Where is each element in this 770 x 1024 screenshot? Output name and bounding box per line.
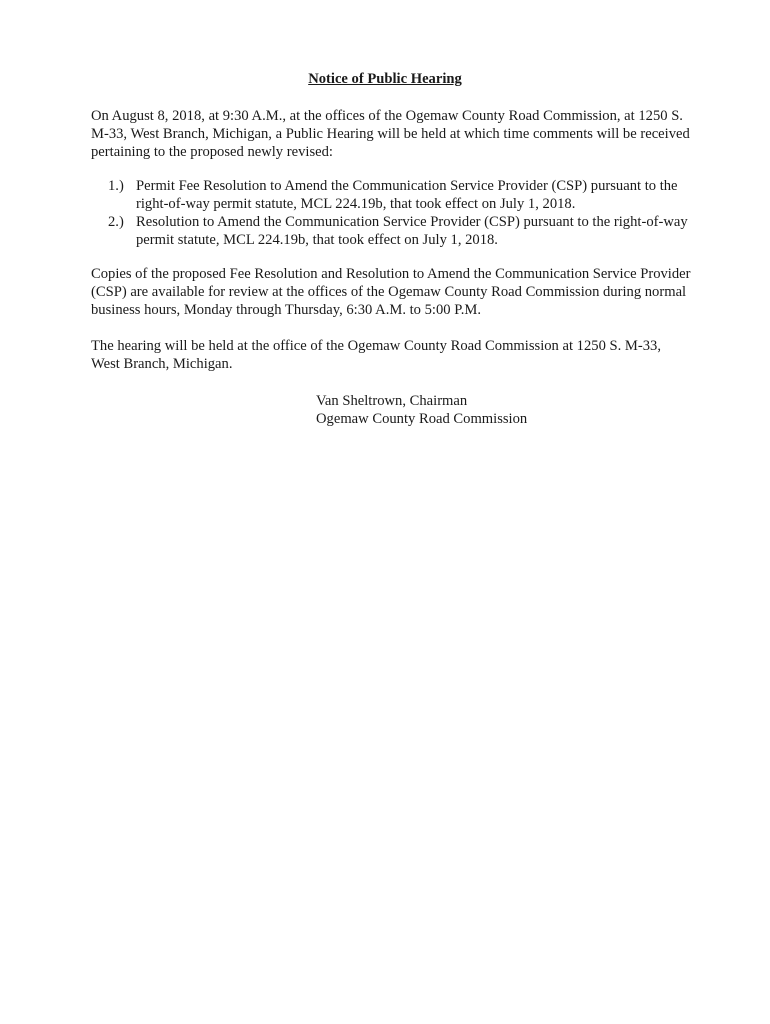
- list-item-number: 1.): [108, 178, 124, 194]
- document-title: Notice of Public Hearing: [308, 71, 462, 87]
- resolution-list: [108, 177, 688, 249]
- list-item-number: 2.): [108, 214, 124, 230]
- list-item-text: Permit Fee Resolution to Amend the Communication Service Provider (CSP) pursuant to the right-of-way permit statute, MCL 224.19b, that took effect on July 1, 2018.: [136, 178, 678, 212]
- list-item-text: Resolution to Amend the Communication Service Provider (CSP) pursuant to the right-of-way permit statute, MCL 224.19b, that took effect on July 1, 2018.: [136, 214, 688, 248]
- copies-paragraph: Copies of the proposed Fee Resolution and Resolution to Amend the Communication Service Provider (CSP) are available for review at the offices of the Ogemaw County Road Commission during normal business hours, Monday through Thursday, 6:30 A.M. to 5:00 P.M.: [91, 266, 691, 318]
- intro-paragraph: On August 8, 2018, at 9:30 A.M., at the offices of the Ogemaw County Road Commission, at 1250 S. M-33, West Branch, Michigan, a Public Hearing will be held at which time comments will be received pertaining to the proposed newly revised:: [91, 108, 690, 160]
- signature-block: [316, 392, 527, 428]
- hearing-paragraph: The hearing will be held at the office of the Ogemaw County Road Commission at 1250 S. M-33, West Branch, Michigan.: [91, 338, 662, 372]
- list-item: [108, 213, 688, 249]
- signatory-organization: Ogemaw County Road Commission: [316, 411, 528, 427]
- signatory-name: Van Sheltrown, Chairman: [316, 393, 468, 409]
- list-item: [108, 177, 688, 213]
